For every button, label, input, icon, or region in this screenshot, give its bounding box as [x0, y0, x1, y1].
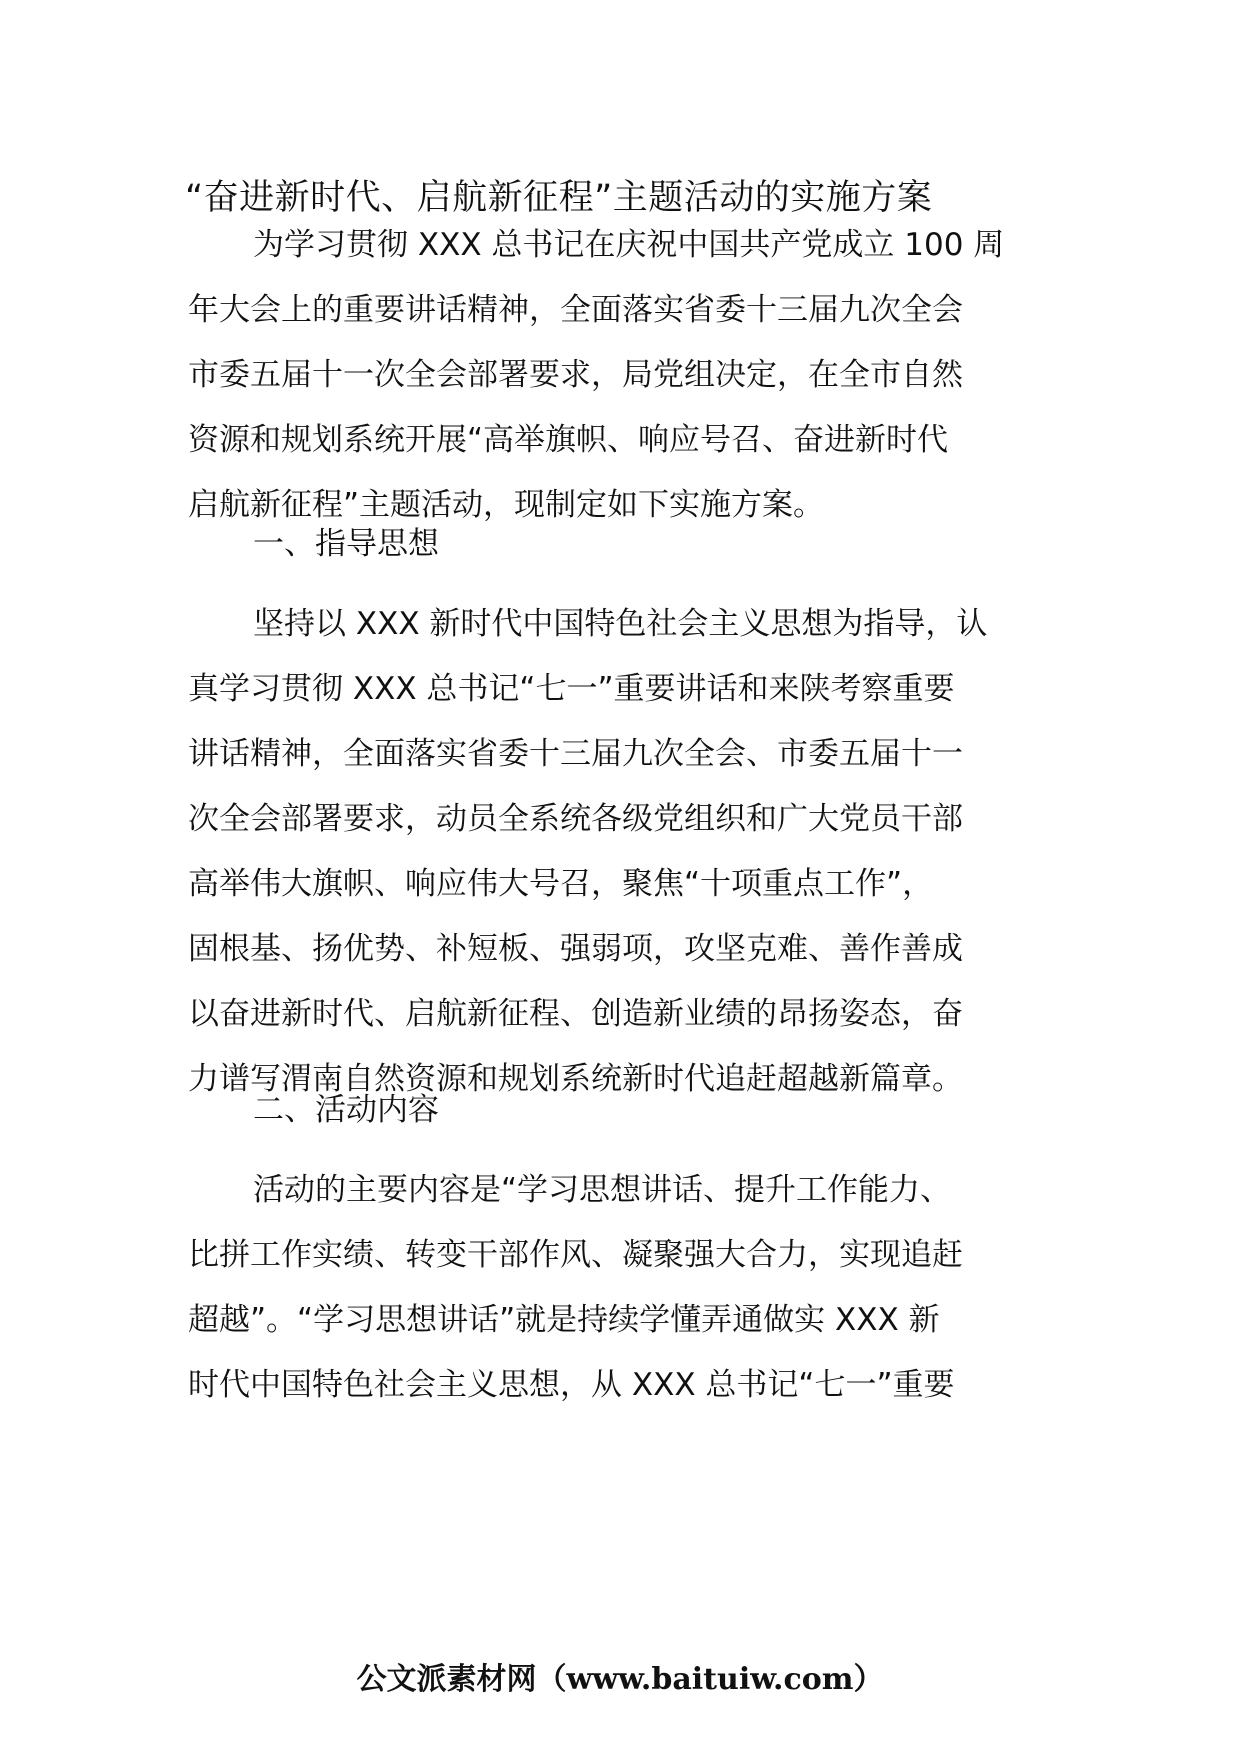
guiding-ideology-paragraph [188, 592, 1058, 1112]
document-title: “奋进新时代、启航新征程”主题活动的实施方案 [185, 178, 933, 218]
paragraph-line: 比拼工作实绩、转变干部作风、凝聚强大合力，实现追赶 [188, 1237, 963, 1273]
paragraph-line: 超越”。“学习思想讲话”就是持续学懂弄通做实 XXX 新 [188, 1302, 940, 1338]
paragraph-line: 启航新征程”主题活动，现制定如下实施方案。 [188, 487, 825, 523]
paragraph-line: 时代中国特色社会主义思想，从 XXX 总书记“七一”重要 [188, 1367, 955, 1403]
paragraph-line: 力谱写渭南自然资源和规划系统新时代追赶超越新篇章。 [188, 1061, 963, 1097]
paragraph-line: 以奋进新时代、启航新征程、创造新业绩的昂扬姿态，奋 [188, 996, 963, 1032]
paragraph-line: 真学习贯彻 XXX 总书记“七一”重要讲话和来陕考察重要 [188, 671, 955, 707]
paragraph-line: 固根基、扬优势、补短板、强弱项，攻坚克难、善作善成 [188, 931, 963, 967]
section-heading-activity-content: 二、活动内容 [253, 1092, 439, 1128]
paragraph-line: 讲话精神，全面落实省委十三届九次全会、市委五届十一 [188, 736, 963, 772]
paragraph-line: 活动的主要内容是“学习思想讲话、提升工作能力、 [253, 1172, 952, 1208]
paragraph-line: 年大会上的重要讲话精神，全面落实省委十三届九次全会 [188, 292, 963, 328]
footer-watermark-text: 公文派素材网（www.baituiw.com） [356, 1662, 884, 1697]
intro-paragraph [188, 213, 1058, 538]
paragraph-line: 次全会部署要求，动员全系统各级党组织和广大党员干部 [188, 801, 963, 837]
section-heading-guiding-ideology: 一、指导思想 [253, 526, 439, 562]
paragraph-line: 高举伟大旗帜、响应伟大号召，聚焦“十项重点工作”， [188, 866, 934, 902]
paragraph-line: 市委五届十一次全会部署要求，局党组决定，在全市自然 [188, 357, 963, 393]
activity-content-paragraph [188, 1158, 1058, 1418]
paragraph-line: 资源和规划系统开展“高举旗帜、响应号召、奋进新时代 [188, 422, 949, 458]
paragraph-line: 为学习贯彻 XXX 总书记在庆祝中国共产党成立 100 周 [253, 227, 1005, 263]
paragraph-line: 坚持以 XXX 新时代中国特色社会主义思想为指导，认 [253, 606, 988, 642]
